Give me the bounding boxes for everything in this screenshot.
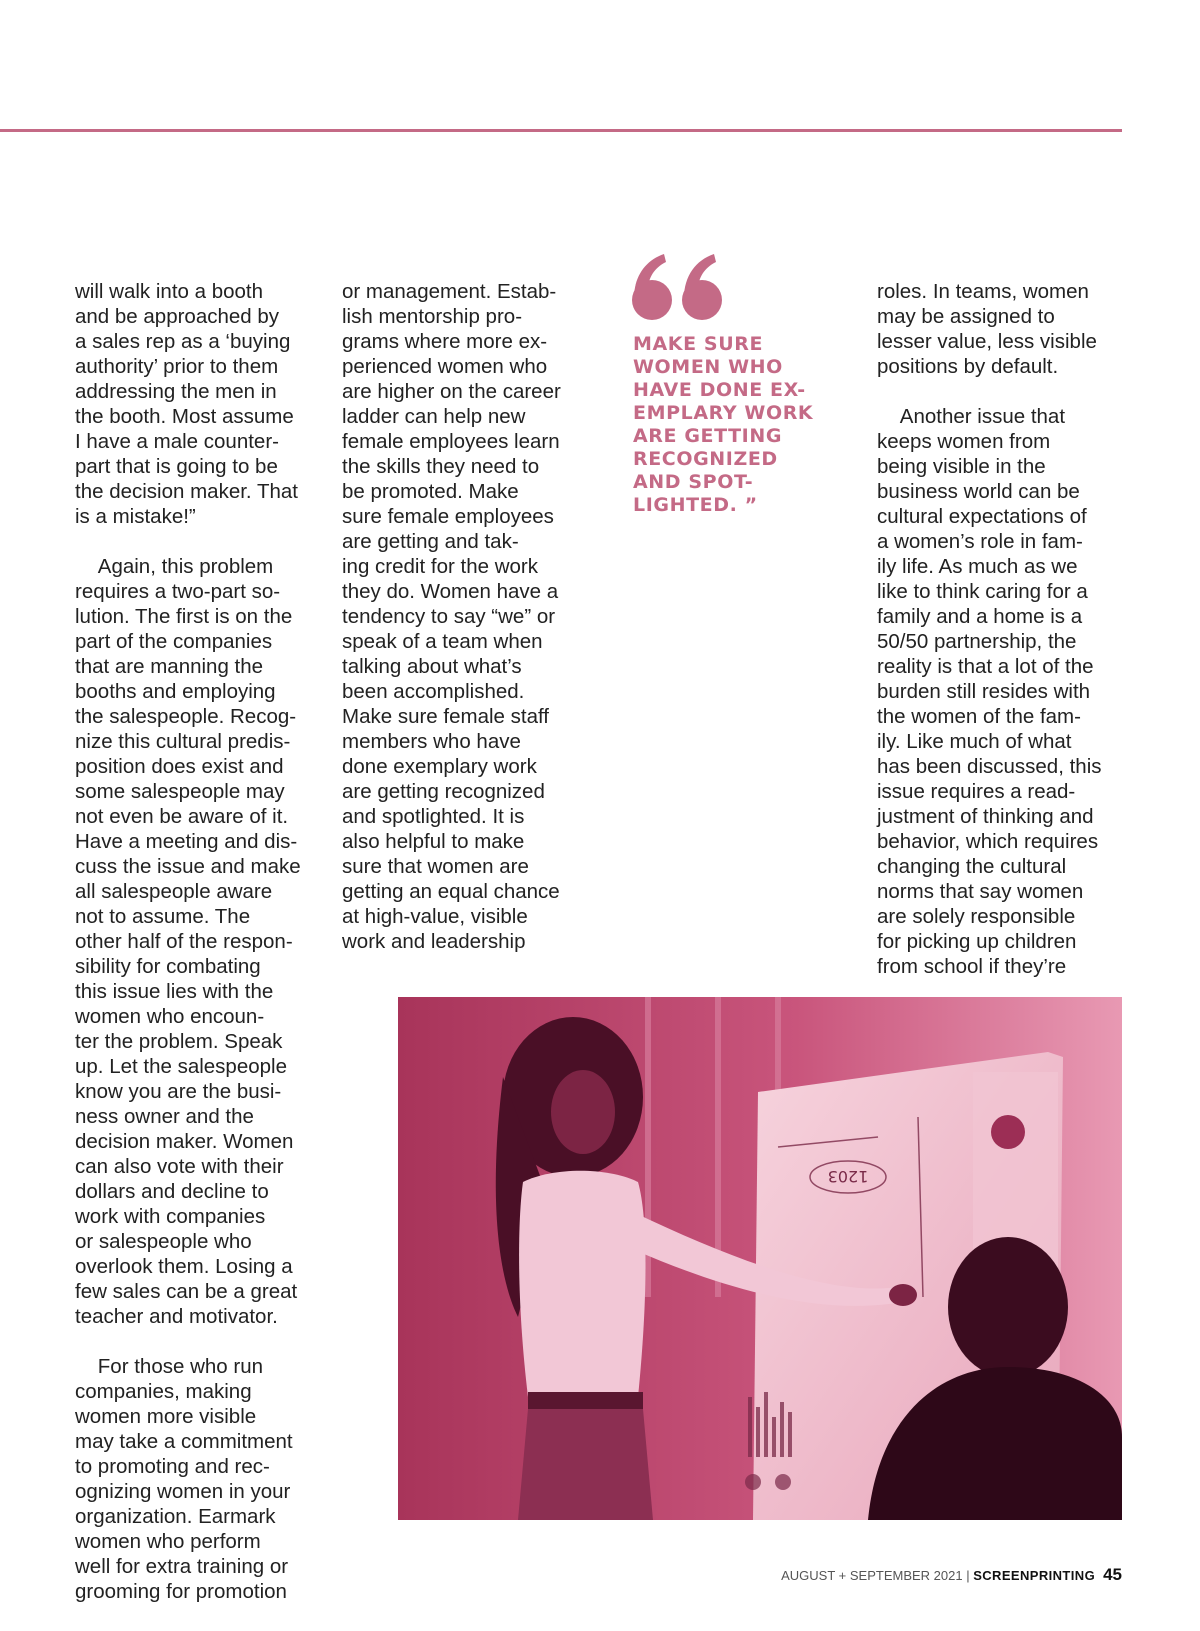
paragraph: will walk into a booth and be approached by a sales rep as a ‘buying authority’ prior to them addressing the men in the booth. Most assume I have a male counter- part that is going to be the decision maker. That is a mistake!”: [75, 280, 298, 528]
article-column-3: [877, 254, 1127, 1004]
pull-quote: MAKE SURE WOMEN WHO HAVE DONE EX- EMPLARY WORK ARE GETTING RECOGNIZED AND SPOT- LIGHTED. ”: [633, 333, 814, 516]
article-column-1: [75, 254, 325, 1629]
paragraph: Another issue that keeps women from being visible in the business world can be cultural expectations of a women’s role in fam- ily life. As much as we like to think caring for a family and a home is a 50/50 partnership, the reality is that a lot of the burden still resides with the women of the fam- ily. Like much of what has been discussed, this issue requires a read- justment of thinking and behavior, which requires changing the cultural norms that say women are solely responsible for picking up children from school if they’re: [877, 405, 1102, 978]
paragraph: For those who run companies, making women more visible may take a commitment to promoting and rec- ognizing women in your organization. Earmark women who perform well for extra training or grooming for promotion: [75, 1355, 293, 1603]
header-rule: [0, 129, 1122, 132]
paragraph: Again, this problem requires a two-part so- lution. The first is on the part of the companies that are manning the booths and employing the salespeople. Recog- nize this cultural predis- position does exist and some salespeople may not even be aware of it. Have a meeting and dis- cuss the issue and make all salespeople aware not to assume. The other half of the respon- sibility for combating this issue lies with the women who encoun- ter the problem. Speak up. Let the salespeople know you are the busi- ness owner and the decision maker. Women can also vote with their dollars and decline to work with companies or salespeople who overlook them. Losing a few sales can be a great teacher and motivator.: [75, 555, 301, 1328]
article-column-2: [342, 254, 594, 979]
presentation-photo: [398, 997, 1122, 1520]
quote-mark-icon: [630, 254, 725, 324]
board-note: 1203: [827, 1167, 869, 1186]
paragraph: or management. Estab- lish mentorship pro- grams where more ex- perienced women who are higher on the career ladder can help new female employees learn the skills they need to be promoted. Make sure female employees are getting and tak- ing credit for the work they do. Women have a tendency to say “we” or speak of a team when talking about what’s been accomplished. Make sure female staff members who have done exemplary work are getting recognized and spotlighted. It is also helpful to make sure that women are getting an equal chance at high-value, visible work and leadership: [342, 280, 561, 953]
page-footer: [700, 1566, 1122, 1585]
issue-date: AUGUST + SEPTEMBER 2021 |: [781, 1568, 974, 1583]
magazine-name: SCREENPRINTING: [973, 1568, 1096, 1583]
paragraph: roles. In teams, women may be assigned to lesser value, less visible positions by default.: [877, 280, 1097, 378]
page-number: 45: [1103, 1565, 1122, 1584]
